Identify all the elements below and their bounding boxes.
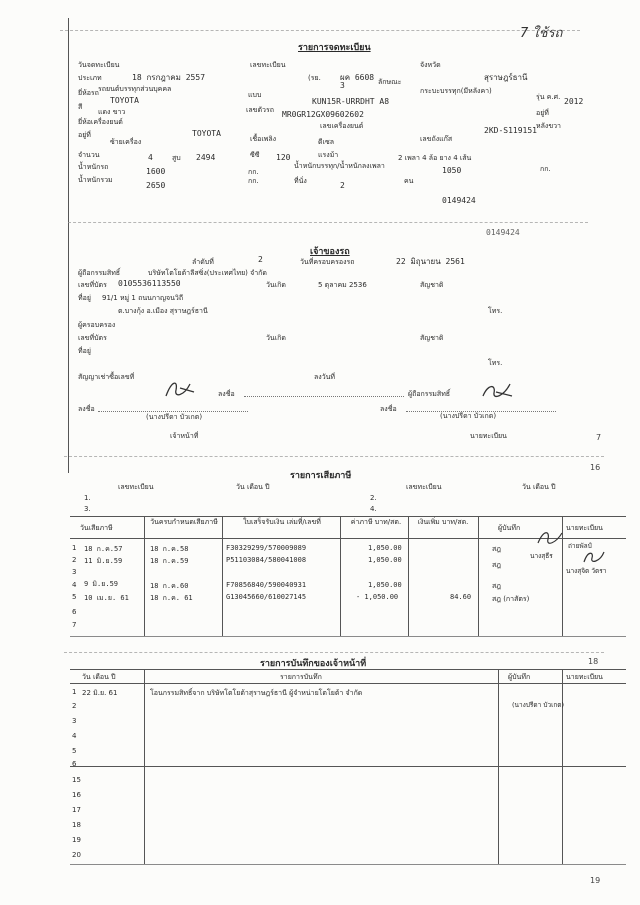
chassis2-value: MR0GR12GX09602602 xyxy=(282,110,364,119)
list-item: 19 xyxy=(72,836,81,844)
list-item: 16 xyxy=(72,791,81,799)
list-item: 18 xyxy=(72,821,81,829)
seats-unit: คน xyxy=(404,177,414,185)
corner-handwritten-note: 7 ใช้รถ xyxy=(520,26,563,41)
page-mark-18: 18 xyxy=(588,657,599,666)
possession-date-value: 22 มิถุนายน 2561 xyxy=(396,257,465,266)
tax-col-registrar: นายทะเบียน xyxy=(566,524,603,532)
hp-value: 120 xyxy=(276,153,291,162)
list-item: 17 xyxy=(72,806,81,814)
load-value: 1050 xyxy=(442,166,462,175)
records-title: รายการบันทึกของเจ้าหน้าที่ xyxy=(260,659,367,669)
recorder-name: นางสุธีร xyxy=(530,552,553,560)
page-mark-16: 16 xyxy=(590,463,601,472)
possession-date-label: วันที่ครอบครองรถ xyxy=(300,258,355,266)
fuel-label: เชื้อเพลิง xyxy=(250,135,277,143)
left-border xyxy=(68,18,69,473)
holder-signature xyxy=(478,378,518,404)
engine-brand-label: ยี่ห้อเครื่องยนต์ xyxy=(78,118,123,126)
color-value: แดง ขาว xyxy=(98,108,126,116)
tax-line-3: 3. xyxy=(84,505,91,513)
scan-artifact xyxy=(68,222,588,223)
chassis-location-label: อยู่ที่ xyxy=(536,109,549,117)
serial-number: 0149424 xyxy=(442,196,476,205)
position-value: ซ้ายเครื่อง xyxy=(110,138,142,146)
contract-date-label: ลงวันที่ xyxy=(314,373,336,381)
birth-value: 5 ตุลาคม 2536 xyxy=(318,281,367,289)
tax-col-receipt: ใบเสร็จรับเงิน เล่มที่/เลขที่ xyxy=(243,518,321,526)
possessor-nat-label: สัญชาติ xyxy=(420,334,444,342)
registrar-name: (นางปรีดา บัวเกต) xyxy=(440,412,497,420)
holder-label: ผู้ถือกรรมสิทธิ์ xyxy=(78,269,121,277)
tax-hdr-regno2: เลขทะเบียน xyxy=(406,483,442,491)
birth-label: วันเกิด xyxy=(266,281,286,289)
hp-label: แรงม้า xyxy=(318,151,339,159)
list-item: 4 xyxy=(72,732,77,740)
reg-province-label: จังหวัด xyxy=(420,61,441,69)
records-col-entry: รายการบันทึก xyxy=(280,673,322,681)
address-line1: 91/1 หมู่ 1 ถนนกาญจนวิถี xyxy=(102,294,184,302)
axles-value: 2 เพลา 4 ล้อ ยาง 4 เส้น xyxy=(398,154,472,162)
order-label: ลำดับที่ xyxy=(192,258,214,266)
records-col-recorder: ผู้บันทึก xyxy=(508,673,531,681)
page-mark-7: 7 xyxy=(596,433,602,442)
tax-line-2: 2. xyxy=(370,494,377,502)
rb-label: (รย. xyxy=(308,74,321,82)
load-unit: กก. xyxy=(540,165,551,173)
cylinder-label: สูบ xyxy=(172,154,181,162)
possessor-birth-label: วันเกิด xyxy=(266,334,286,342)
brand-value: TOYOTA xyxy=(110,96,139,105)
registration-title: รายการจดทะเบียน xyxy=(298,43,371,53)
fuel-value: ดีเซล xyxy=(318,138,334,146)
address-label: ที่อยู่ xyxy=(78,294,91,302)
engine-location-value: หลังขวา xyxy=(536,122,561,130)
cc-value: 2494 xyxy=(196,153,216,162)
weight-unit: กก. xyxy=(248,168,259,176)
serial-number-shadow: 0149424 xyxy=(486,228,520,237)
holder-value: บริษัทโตโยต้าลีสซิ่ง(ประเทศไทย) จำกัด xyxy=(148,269,267,277)
count-value: 4 xyxy=(148,153,153,162)
reg-date-label: วันจดทะเบียน xyxy=(78,61,120,69)
tax-col-tax: ค่าภาษี บาท/สต. xyxy=(350,518,402,526)
tax-title: รายการเสียภาษี xyxy=(290,471,352,481)
possessor-id-label: เลขที่บัตร xyxy=(78,334,107,342)
weight-label: น้ำหนักรถ xyxy=(78,163,109,171)
color-label: สี xyxy=(78,103,83,111)
reg-date-value: 18 กรกฎาคม 2557 xyxy=(132,73,206,82)
scan-artifact xyxy=(60,30,580,31)
tax-col-due: วันครบกำหนดเสียภาษี xyxy=(150,518,218,526)
page-number: 19 xyxy=(590,876,601,885)
engine-no-label: เลขเครื่องยนต์ xyxy=(320,122,364,130)
model-label: แบบ xyxy=(248,91,262,99)
records-col-registrar: นายทะเบียน xyxy=(566,673,603,681)
scan-artifact xyxy=(64,456,604,457)
list-item: 5 xyxy=(72,747,77,755)
engine-no-value: 2KD-S119151 xyxy=(484,126,537,135)
weight-value: 1600 xyxy=(146,167,166,176)
tel-label: โทร. xyxy=(488,307,503,315)
address-line2: ต.บางกุ้ง อ.เมือง สุราษฎร์ธานี xyxy=(118,307,208,315)
nationality-label: สัญชาติ xyxy=(420,281,444,289)
year-value: 2012 xyxy=(564,97,584,106)
style-label: ลักษณะ xyxy=(378,78,402,86)
officer-signature xyxy=(160,376,200,402)
gross-label: น้ำหนักรวม xyxy=(78,176,113,184)
tax-hdr-date2: วัน เดือน ปี xyxy=(522,483,556,491)
holder-title-label: ผู้ถือกรรมสิทธิ์ xyxy=(408,390,451,398)
tax-line-4: 4. xyxy=(370,505,377,513)
tax-col-extra: เงินเพิ่ม บาท/สต. xyxy=(417,518,469,526)
registrar-signature xyxy=(580,548,610,568)
cc-label: ซีซี xyxy=(250,151,260,159)
seats-label: ที่นั่ง xyxy=(294,177,307,185)
seats-value: 2 xyxy=(340,181,345,190)
list-item: 15 xyxy=(72,776,81,784)
officer-sign-label: ลงชื่อ xyxy=(78,405,95,413)
contract-label: สัญญาเช่าซื้อเลขที่ xyxy=(78,373,135,381)
registrar-sign-c: นางสุจิต วัตรา xyxy=(566,567,607,575)
brand-label: ยี่ห้อรถ xyxy=(78,89,99,97)
recorder-signature xyxy=(534,527,568,549)
tax-col-paid: วันเสียภาษี xyxy=(80,524,113,532)
chassis-value: KUN15R-URRDHT A8 xyxy=(312,97,390,106)
scan-artifact xyxy=(64,652,604,653)
tax-col-recorder: ผู้บันทึก xyxy=(498,524,521,532)
officer-title: เจ้าหน้าที่ xyxy=(170,432,199,440)
province-value: สุราษฎร์ธานี xyxy=(484,73,528,82)
tax-line-1: 1. xyxy=(84,494,91,502)
possessor-tel-label: โทร. xyxy=(488,359,503,367)
holder-sign-label: ลงชื่อ xyxy=(218,390,235,398)
rb-value: 3 xyxy=(340,81,345,90)
plate-value: ผค 6608 xyxy=(340,73,375,82)
possessor-address-label: ที่อยู่ xyxy=(78,347,91,355)
possessor-label: ผู้ครอบครอง xyxy=(78,321,116,329)
gross-value: 2650 xyxy=(146,181,166,190)
chassis-label: เลขตัวรถ xyxy=(246,106,274,114)
tax-hdr-date: วัน เดือน ปี xyxy=(236,483,270,491)
load-label: น้ำหนักบรรทุก/น้ำหนักลงเพลา xyxy=(294,162,385,170)
registrar-title: นายทะเบียน xyxy=(470,432,507,440)
order-value: 2 xyxy=(258,255,263,264)
list-item: 2 xyxy=(72,702,77,710)
type-label: ประเภท xyxy=(78,74,102,82)
tank-label: เลขถังแก๊ส xyxy=(420,135,453,143)
tax-hdr-regno: เลขทะเบียน xyxy=(118,483,154,491)
registrar-sign-a: ถ่ายพัลป์ xyxy=(568,542,592,550)
engine-brand-value: TOYOTA xyxy=(192,129,221,138)
id-value: 0105536113550 xyxy=(118,279,181,288)
type-value: รถยนต์บรรทุกส่วนบุคคล xyxy=(98,85,172,93)
list-item: 20 xyxy=(72,851,81,859)
owner-title: เจ้าของรถ xyxy=(310,247,350,257)
year-label: รุ่น ค.ศ. xyxy=(536,93,561,101)
reg-no-label: เลขทะเบียน xyxy=(250,61,286,69)
registrar-sign-label: ลงชื่อ xyxy=(380,405,397,413)
records-col-date: วัน เดือน ปี xyxy=(82,673,116,681)
style-value: กระบะบรรทุก(มีหลังคา) xyxy=(420,87,492,95)
location-label: อยู่ที่ xyxy=(78,131,91,139)
officer-name: (นางปรีดา บัวเกต) xyxy=(146,413,203,421)
gross-unit: กก. xyxy=(248,177,259,185)
count-label: จำนวน xyxy=(78,151,100,159)
list-item: 6 xyxy=(72,760,77,768)
list-item: 3 xyxy=(72,717,77,725)
signature-line xyxy=(244,396,404,397)
id-label: เลขที่บัตร xyxy=(78,281,107,289)
